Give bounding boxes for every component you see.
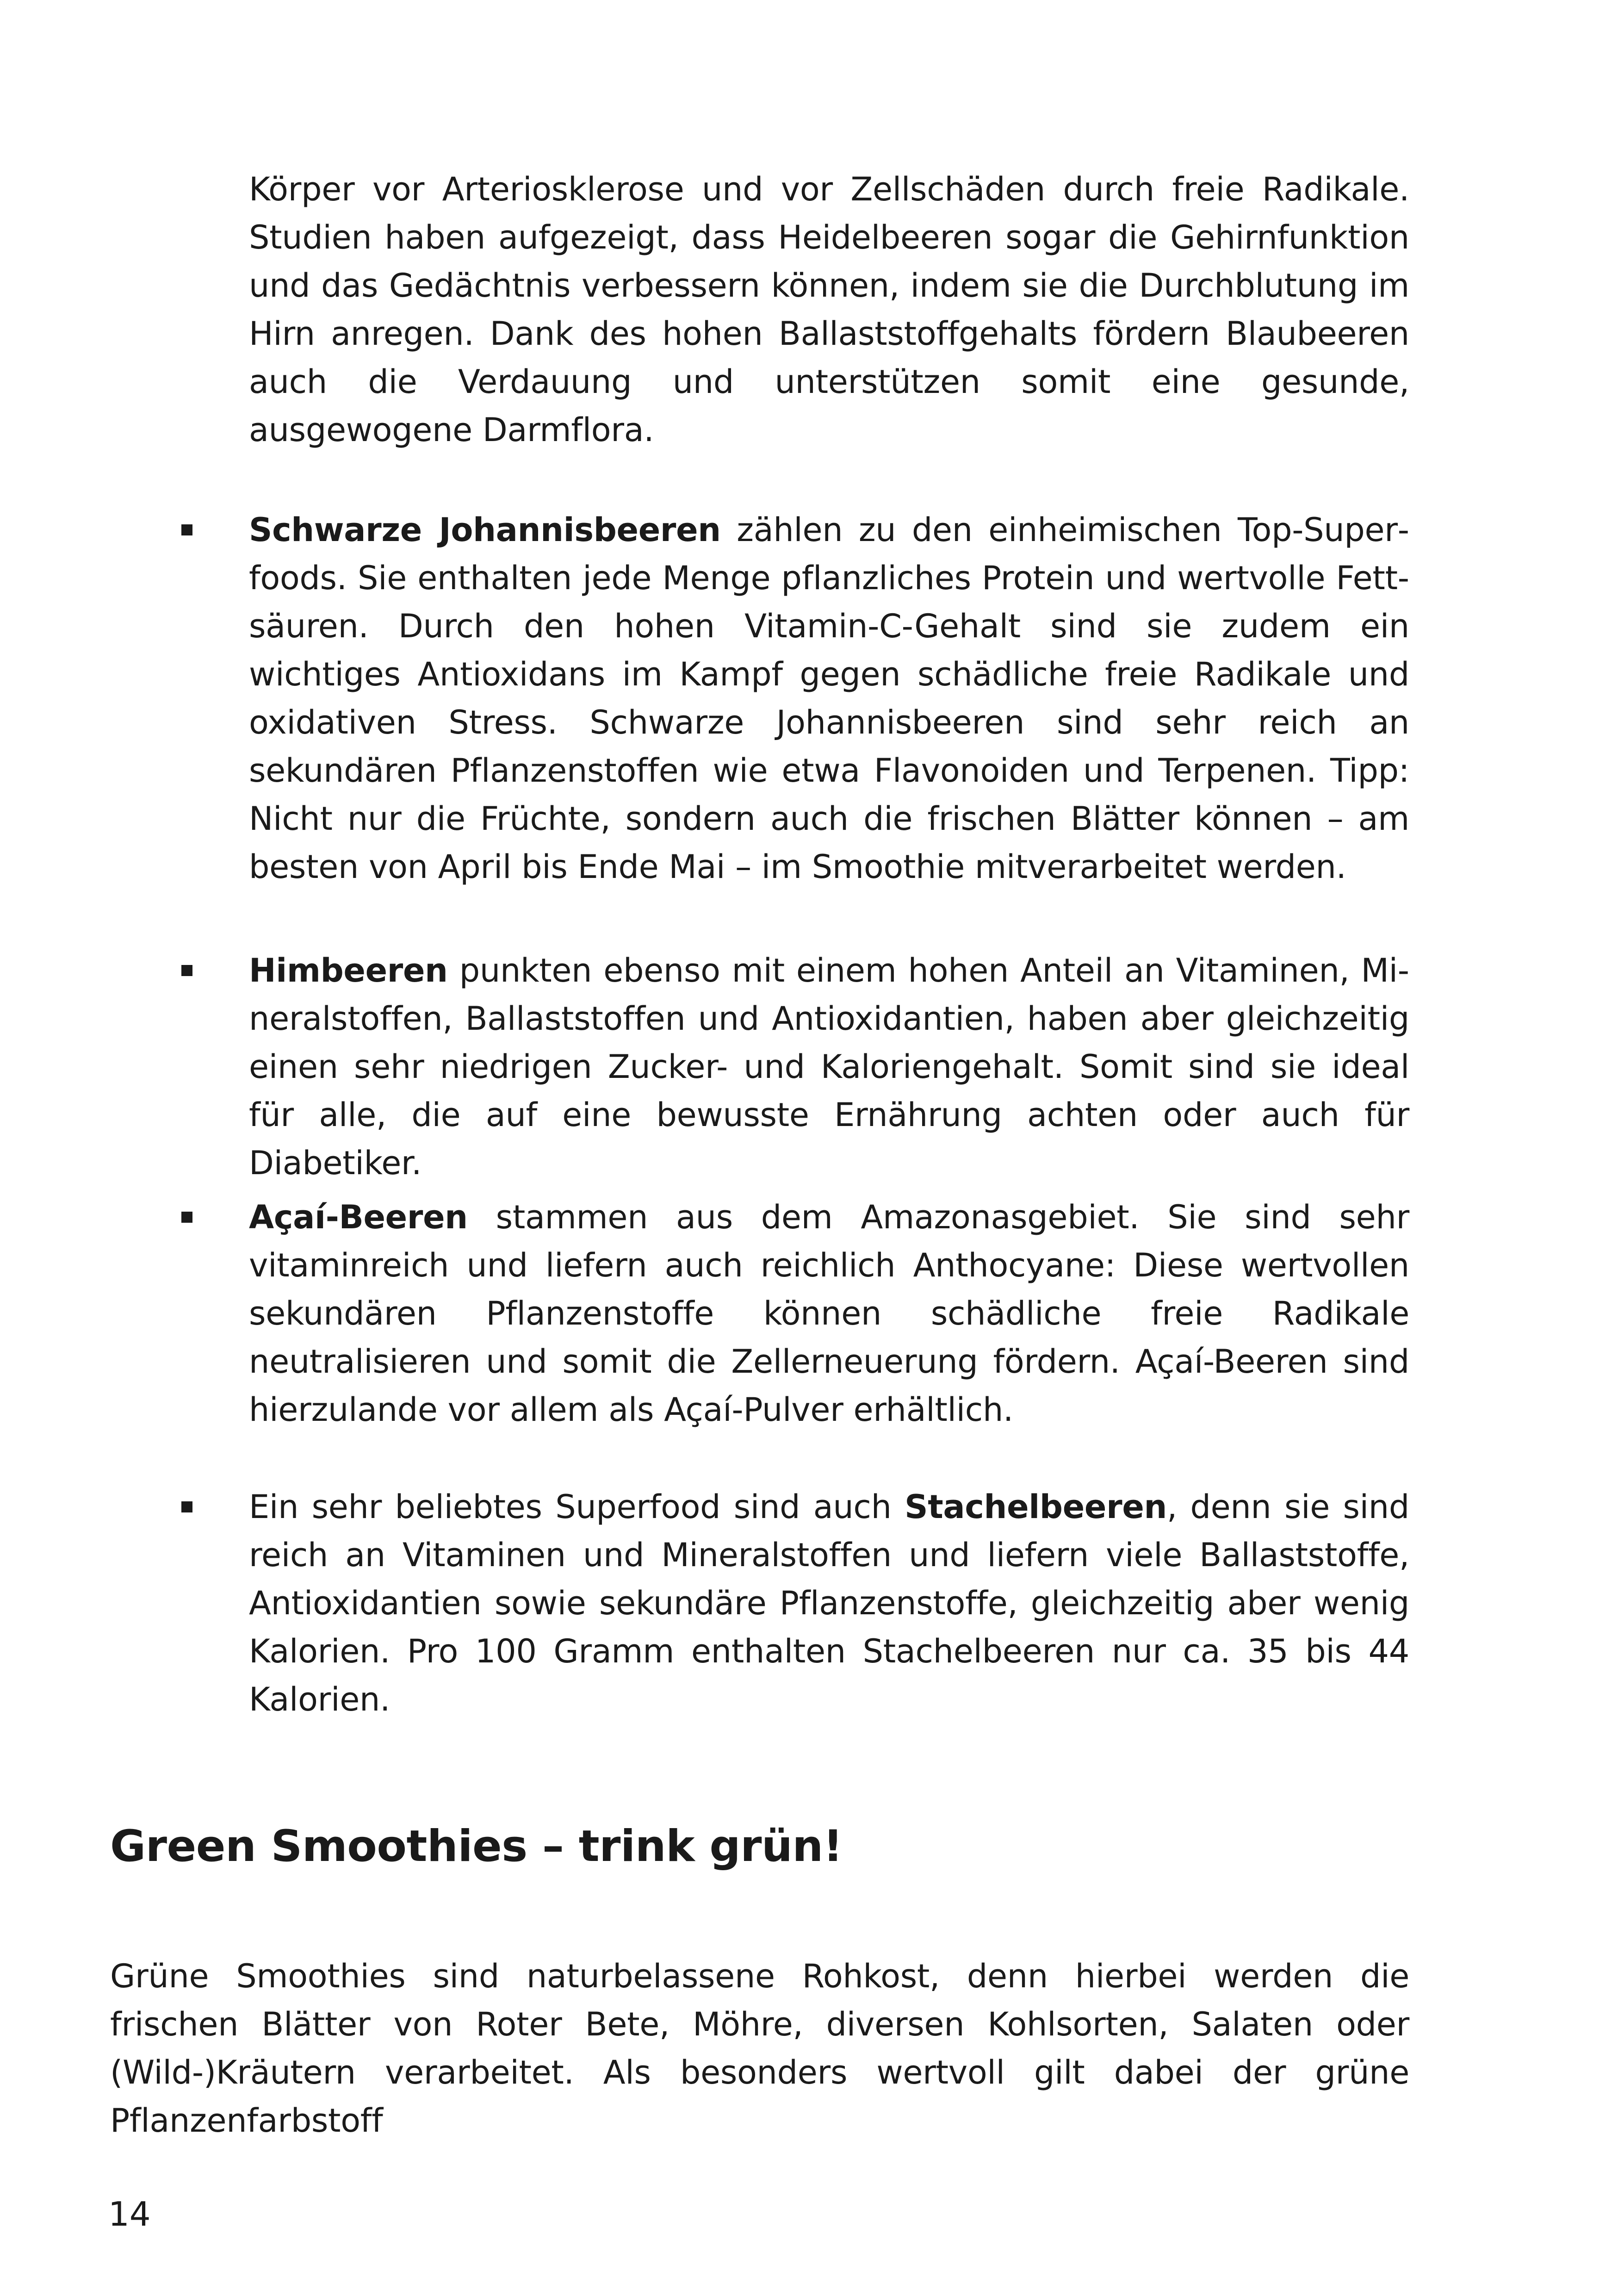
list-item-term: Schwarze Johannisbeeren xyxy=(249,511,721,549)
list-item-text xyxy=(249,1193,1409,1434)
intro-continuation-paragraph: Körper vor Arteriosklerose und vor Zellschäden durch freie Radikale. Studien haben aufgezeigt, dass Heidelbeeren sogar die Gehirnfunktion und das Gedächtnis verbessern können, indem sie die Durchblutung im Hirn anregen. Dank des hohen Ballaststoffgehalts fördern Blaubeeren auch die Verdauung und unterstützen somit eine gesunde, ausgewogene Darmflora. xyxy=(249,170,1409,449)
square-bullet-icon xyxy=(181,965,192,976)
list-item-text xyxy=(249,946,1409,1187)
square-bullet-icon xyxy=(181,524,192,535)
square-bullet-icon xyxy=(181,1212,192,1223)
list-item-description: zählen zu den einheimischen Top-Superfoods. Sie enthalten jede Menge pflanzliches Protein und wertvolle Fettsäuren. Durch den hohen Vitamin-C-Gehalt sind sie zudem ein wichtiges Antioxidans im Kampf gegen schädliche freie Radikale und oxidativen Stress. Schwarze Johannisbeeren sind sehr reich an sekundären Pflanzenstoffen wie etwa Flavonoiden und Terpenen. Tipp: Nicht nur die Früchte, sondern auch die frischen Blätter können – am besten von April bis Ende Mai – im Smoothie mitverarbeitet werden. xyxy=(249,511,1410,886)
list-item-lead: Ein sehr beliebtes Superfood sind auch xyxy=(249,1488,905,1526)
list-item-term: Stachelbeeren xyxy=(905,1488,1167,1526)
list-item-text xyxy=(249,506,1409,891)
section-body-paragraph: Grüne Smoothies sind naturbelassene Rohkost, denn hierbei werden die frischen Blätter von Roter Bete, Möhre, diversen Kohlsorten, Salaten oder (Wild-)Kräutern verarbeitet. Als besonders wertvoll gilt dabei der grüne Pflanzenfarbstoff xyxy=(110,1957,1409,2140)
list-item-text xyxy=(249,1483,1409,1724)
square-bullet-icon xyxy=(181,1501,192,1512)
list-item-description: punkten ebenso mit einem hohen Anteil an Vitaminen, Mineralstoffen, Ballaststoffen und Antioxidantien, haben aber gleichzeitig einen sehr niedrigen Zucker- und Kaloriengehalt. Somit sind sie ideal für alle, die auf eine bewusste Ernährung achten oder auch für Diabetiker. xyxy=(249,952,1409,1182)
page-number: 14 xyxy=(108,2195,151,2234)
list-item-description: , denn sie sind reich an Vitaminen und Mineralstoffen und liefern viele Ballaststoffe, Antioxidantien sowie sekundäre Pflanzenstoffe, gleichzeitig aber wenig Kalorien. Pro 100 Gramm enthalten Stachelbeeren nur ca. 35 bis 44 Kalorien. xyxy=(249,1488,1410,1718)
list-item-term: Himbeeren xyxy=(249,952,448,989)
list-item-term: Açaí-Beeren xyxy=(249,1198,468,1236)
section-heading: Green Smoothies – trink grün! xyxy=(110,1821,843,1872)
list-item-description: stammen aus dem Amazonasgebiet. Sie sind sehr vitaminreich und liefern auch reichlich Anthocyane: Diese wertvollen sekundären Pflanzenstoffe können schädliche freie Radikale neutralisieren und somit die Zellerneuerung fördern. Açaí-Beeren sind hierzulande vor allem als Açaí-Pulver erhältlich. xyxy=(249,1198,1409,1429)
